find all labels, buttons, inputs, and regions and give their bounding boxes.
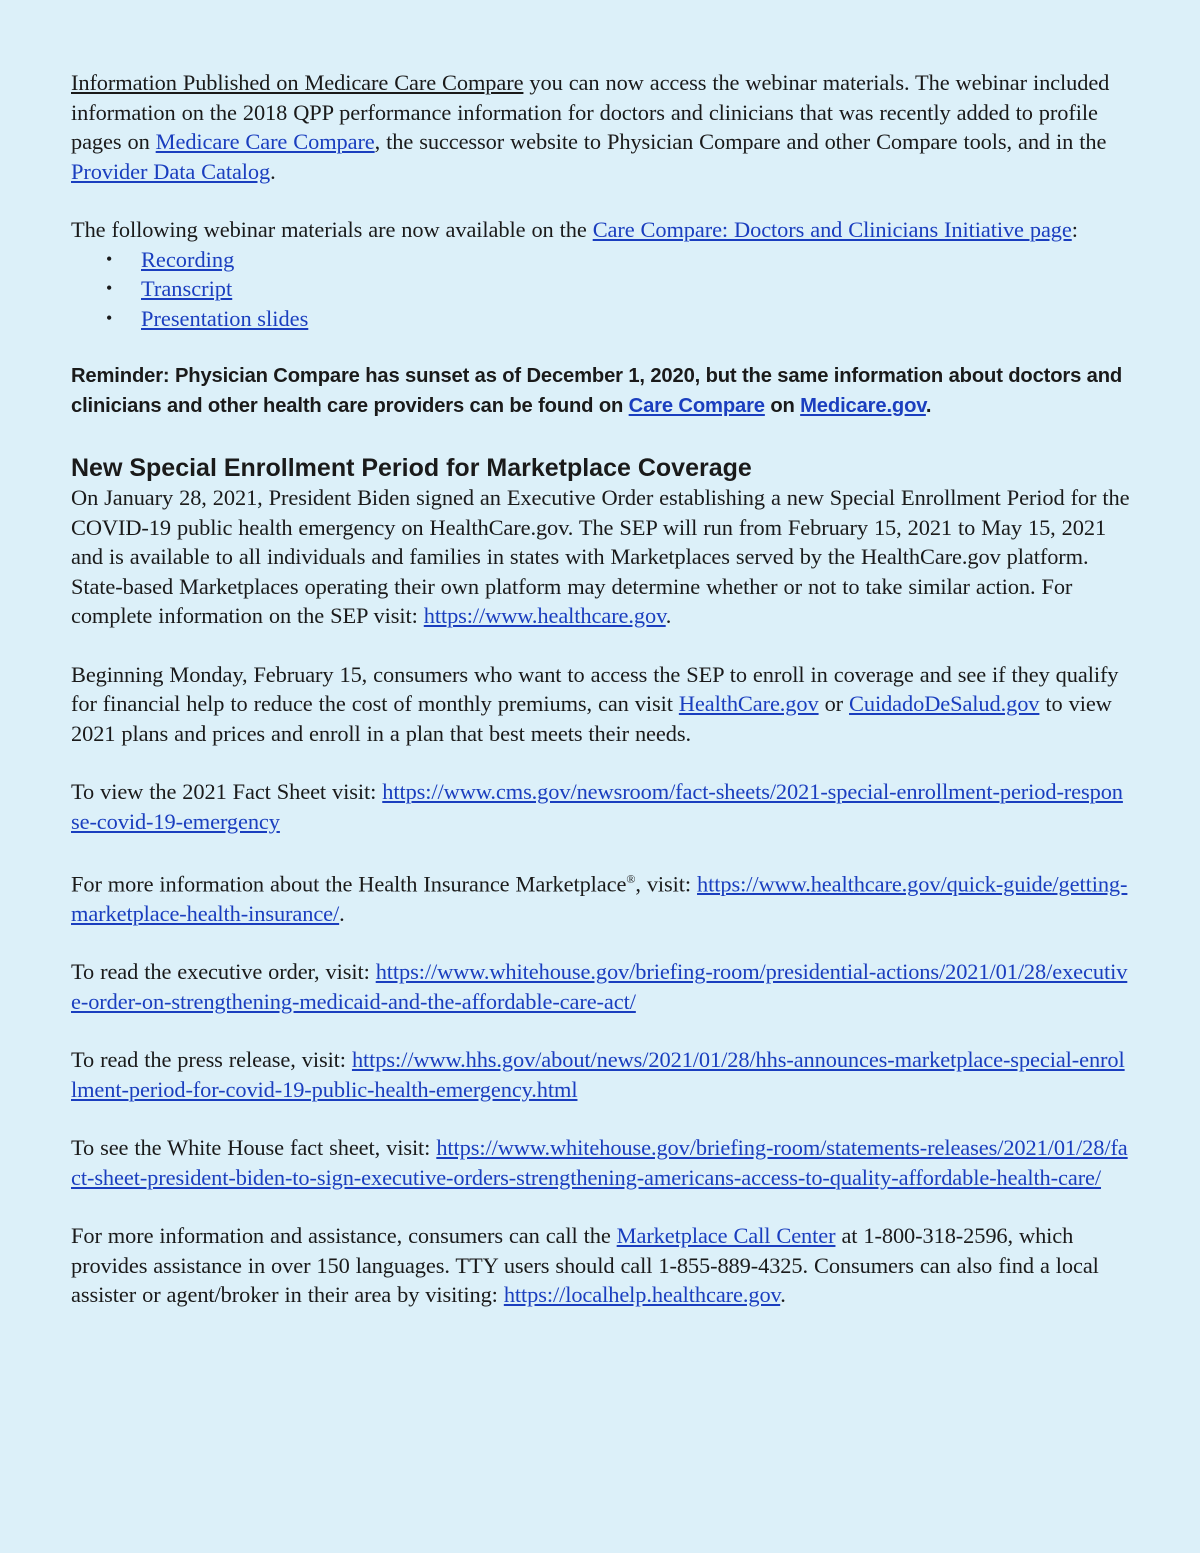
fact-sheet-paragraph <box>71 777 1130 836</box>
reminder-text-3: . <box>925 394 932 417</box>
medicare-gov-link[interactable]: Medicare.gov <box>800 394 926 417</box>
sep-p4-text-1: For more information about the Health Insurance Marketplace <box>71 871 627 897</box>
press-release-link[interactable]: https://www.hhs.gov/about/news/2021/01/28/hhs-announces-marketplace-special-enrollment-period-for-covid-19-public-health-emergency.html <box>71 1047 1125 1102</box>
press-release-paragraph <box>71 1045 1130 1104</box>
bullet-marker: • <box>106 307 113 328</box>
executive-order-paragraph <box>71 957 1130 1016</box>
bullet-marker: • <box>106 278 113 298</box>
localhelp-link[interactable]: https://localhelp.healthcare.gov <box>503 1282 781 1308</box>
quick-guide-link[interactable]: https://www.healthcare.gov/quick-guide/getting-marketplace-health-insurance/ <box>71 871 1128 926</box>
sep-p8-text-1: For more information and assistance, consumers can call the <box>71 1223 617 1249</box>
intro-text-2: , the successor website to Physician Compare and other Compare tools, and in the <box>374 129 1107 154</box>
sep-paragraph-2 <box>71 660 1130 749</box>
care-compare-link[interactable]: Care Compare <box>628 394 765 417</box>
reminder-text-2: on <box>764 394 801 417</box>
list-item <box>71 304 1130 334</box>
white-house-fact-sheet-link[interactable]: https://www.whitehouse.gov/briefing-room/statements-releases/2021/01/28/fact-sheet-president-biden-to-sign-executive-orders-strengthening-americans-access-to-quality-affordable-health-care/ <box>71 1135 1128 1190</box>
reminder-paragraph <box>71 362 1130 421</box>
marketplace-call-center-link[interactable]: Marketplace Call Center <box>616 1223 836 1249</box>
sep-p2-text-1: Beginning Monday, February 15, consumers who want to access the SEP to enroll in coverage and see if they qualify for financial help to reduce the cost of monthly premiums, can visit <box>71 661 1119 716</box>
sep-p3-text: To view the 2021 Fact Sheet visit: <box>71 779 383 804</box>
registered-mark: ® <box>626 872 636 886</box>
intro-paragraph <box>71 68 1130 186</box>
reminder-text-1: Reminder: Physician Compare has sunset as of December 1, 2020, but the same information about doctors and clinicians and other health care providers can be found on <box>71 365 1123 417</box>
info-published-link[interactable]: Information Published on Medicare Care Compare <box>71 70 524 95</box>
sep-p8-text-2: at 1-800-318-2596, which provides assistance in over 150 languages. TTY users should call 1-855-889-4325. Consumers can also find a local assister or agent/broker in their area by visiting: <box>71 1223 1099 1308</box>
assistance-paragraph <box>71 1221 1130 1310</box>
cuidadodesalud-gov-link[interactable]: CuidadoDeSalud.gov <box>849 691 1040 716</box>
sep-p8-end: . <box>780 1282 786 1308</box>
sep-heading: New Special Enrollment Period for Marketplace Coverage <box>71 454 752 482</box>
executive-order-link[interactable]: https://www.whitehouse.gov/briefing-room/presidential-actions/2021/01/28/executive-order-on-strengthening-medicaid-and-the-affordable-care-act/ <box>71 959 1128 1014</box>
bullet-marker: • <box>106 248 113 269</box>
provider-data-catalog-link[interactable]: Provider Data Catalog <box>71 158 271 184</box>
marketplace-info-paragraph <box>71 865 1130 928</box>
transcript-link[interactable]: Transcript <box>141 276 233 301</box>
sep-p1-end: . <box>665 603 672 628</box>
healthcare-gov-link[interactable]: HealthCare.gov <box>678 691 819 716</box>
sep-p4-end: . <box>339 900 345 926</box>
sep-p1-text: On January 28, 2021, President Biden signed an Executive Order establishing a new Special Enrollment Period for the COVID-19 public health emergency on HealthCare.gov. The SEP will run from February 15, 2021 to May 15, 2021 and is available to all individuals and families in states with Marketplaces served by the HealthCare.gov platform. State-based Marketplaces operating their own platform may determine whether or not to take similar action. For complete information on the SEP visit: <box>71 485 1130 628</box>
cms-fact-sheet-link[interactable]: https://www.cms.gov/newsroom/fact-sheets/2021-special-enrollment-period-response-covid-19-emergency <box>71 779 1123 834</box>
sep-p6-text: To read the press release, visit: <box>71 1047 352 1073</box>
materials-paragraph <box>71 215 1130 245</box>
sep-p7-text: To see the White House fact sheet, visit: <box>71 1135 437 1161</box>
white-house-fact-sheet-paragraph <box>71 1133 1130 1192</box>
sep-p2-text-3: to view 2021 plans and prices and enroll in a plan that best meets their needs. <box>71 691 1112 746</box>
list-item <box>71 274 1130 304</box>
materials-text-2: : <box>1071 217 1078 242</box>
materials-text-1: The following webinar materials are now available on the <box>71 217 593 242</box>
materials-list <box>71 245 1130 334</box>
sep-p2-text-2: or <box>818 691 850 716</box>
presentation-slides-link[interactable]: Presentation slides <box>141 305 309 331</box>
medicare-care-compare-link[interactable]: Medicare Care Compare <box>155 129 375 154</box>
intro-text-3: . <box>270 158 276 184</box>
recording-link[interactable]: Recording <box>141 246 235 272</box>
sep-p4-text-2: , visit: <box>635 871 698 897</box>
list-item <box>71 245 1130 275</box>
healthcare-gov-url-link[interactable]: https://www.healthcare.gov <box>423 603 666 628</box>
sep-p5-text: To read the executive order, visit: <box>71 959 376 985</box>
sep-paragraph-1 <box>71 483 1130 631</box>
initiative-page-link[interactable]: Care Compare: Doctors and Clinicians Initiative page <box>592 217 1072 242</box>
intro-text-1: you can now access the webinar materials. The webinar included information on the 2018 QPP performance information for doctors and clinicians that was recently added to profile pages on <box>71 70 1110 154</box>
